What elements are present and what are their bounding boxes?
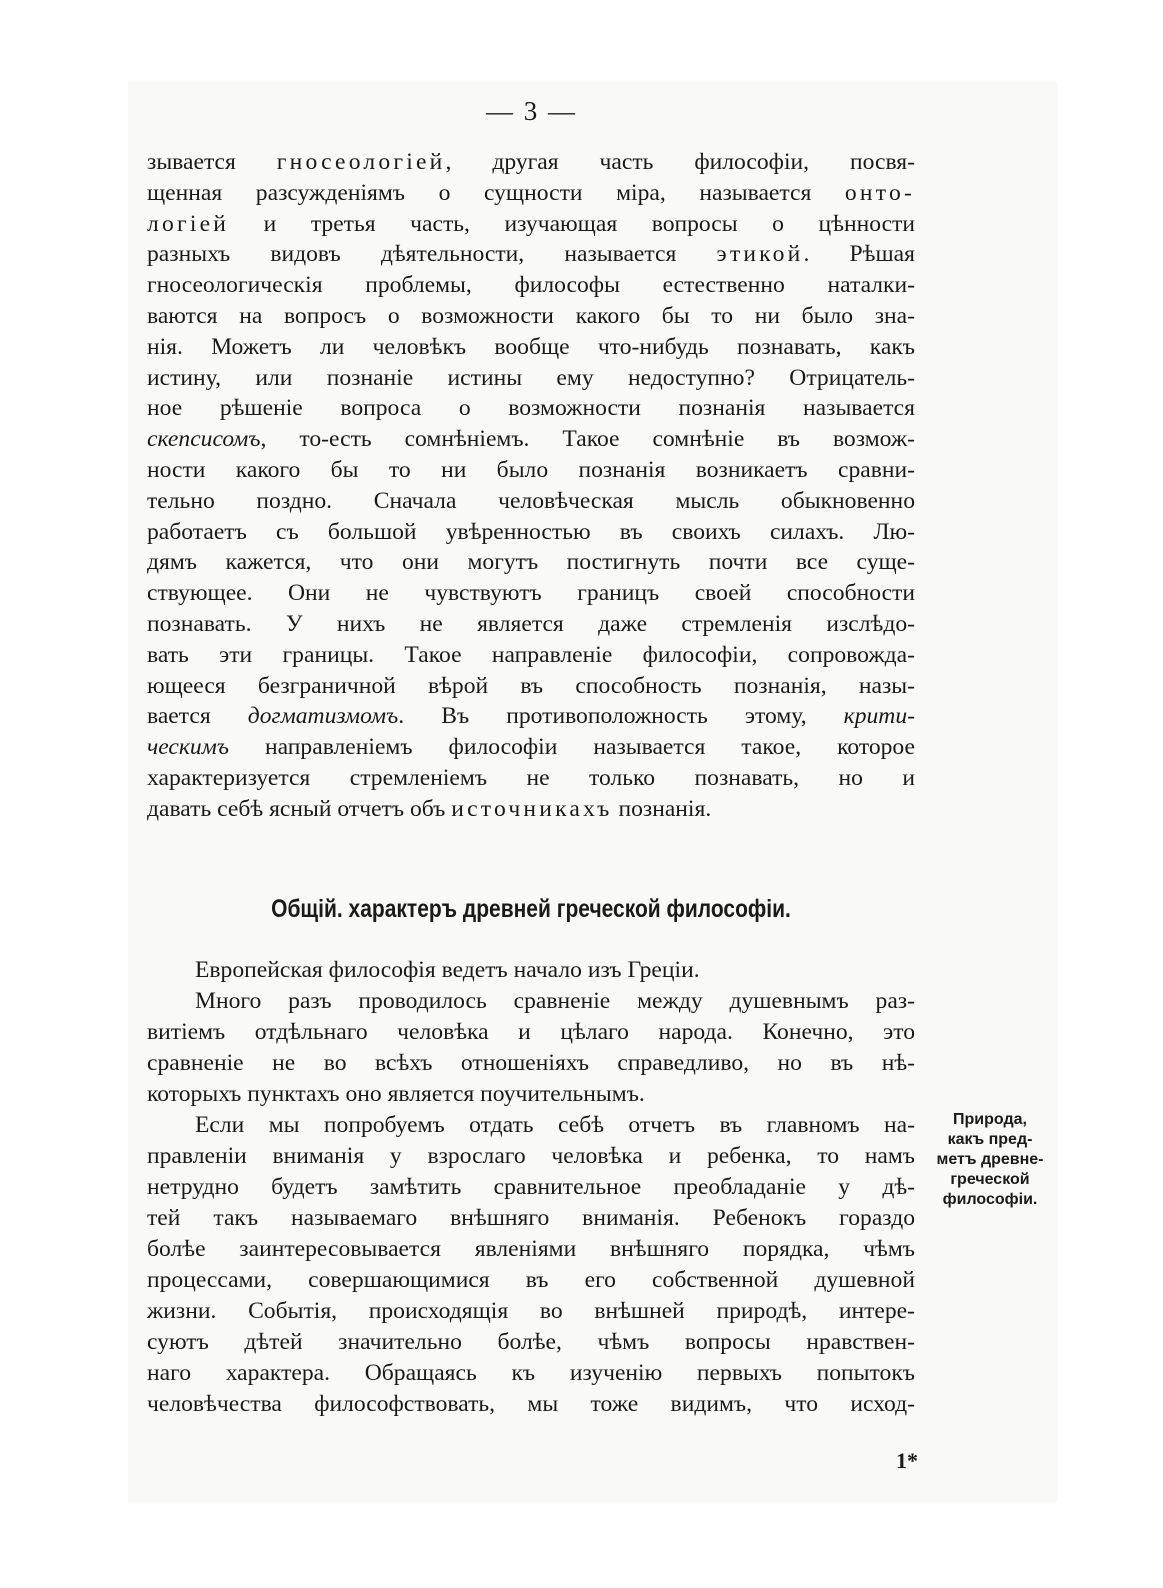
text-line: разныхъ видовъ дѣятельности, называется этикой. Рѣшая (147, 241, 915, 268)
text-line: Европейская философія ведетъ начало изъ Греціи. (195, 957, 700, 983)
text-line: истину, или познаніе истины ему недоступно? Отрицатель- (147, 364, 915, 391)
text-line: правленіи вниманія у взрослаго человѣка и ребенка, то намъ (147, 1143, 915, 1169)
text-line: сравненіе не во всѣхъ отношеніяхъ справедливо, но въ нѣ- (147, 1050, 915, 1076)
margin-note-line: греческой (950, 1171, 1030, 1188)
text-line: ности какого бы то ни было познанія возникаетъ сравни- (147, 456, 915, 483)
text-line: тельно поздно. Сначала человѣческая мысль обыкновенно (147, 487, 915, 514)
text-line: процессами, совершающимися въ его собственной душевной (147, 1267, 915, 1293)
text-line: гносеологическія проблемы, философы естественно наталки- (147, 272, 915, 299)
text-line: нія. Можетъ ли человѣкъ вообще что-нибудь познавать, какъ (147, 333, 915, 360)
text-line: логіей и третья часть, изучающая вопросы о цѣнности (147, 210, 915, 237)
margin-note-line: какъ пред- (947, 1131, 1033, 1148)
text-line: нетрудно будетъ замѣтить сравнительное преобладаніе у дѣ- (147, 1174, 915, 1200)
text-line: наго характера. Обращаясь къ изученію первыхъ попытокъ (147, 1360, 915, 1386)
text-line: вается догматизмомъ. Въ противоположность этому, крити- (147, 703, 915, 730)
margin-note (920, 1110, 1060, 1210)
text-line: Много разъ проводилось сравненіе между душевнымъ раз- (195, 988, 915, 1014)
text-line: скепсисомъ, то-есть сомнѣніемъ. Такое сомнѣніе въ возмож- (147, 426, 915, 453)
margin-note-line: метъ древне- (936, 1151, 1044, 1168)
paragraph-greek-philosophy (147, 955, 915, 1420)
signature-mark: 1* (896, 1448, 918, 1473)
text-line: витіемъ отдѣльнаго человѣка и цѣлаго народа. Конечно, это (147, 1019, 915, 1045)
margin-note-line: философіи. (942, 1191, 1038, 1208)
text-line: щенная разсужденіямъ о сущности міра, называется онто- (147, 179, 915, 206)
text-line: вать эти границы. Такое направленіе философіи, сопровожда- (147, 641, 915, 668)
paragraph-epistemology (147, 147, 915, 825)
text-line: познавать. У нихъ не является даже стремленія изслѣдо- (147, 610, 915, 637)
text-line: ваются на вопросъ о возможности какого бы то ни было зна- (147, 302, 915, 329)
text-line: Если мы попробуемъ отдать себѣ отчетъ въ главномъ на- (195, 1112, 915, 1138)
text-line: ное рѣшеніе вопроса о возможности познанія называется (147, 395, 915, 422)
text-line: работаетъ съ большой увѣренностью въ своихъ силахъ. Лю- (147, 518, 915, 545)
text-line: характеризуется стремленіемъ не только познавать, но и (147, 764, 915, 791)
page-number: — 3 — (486, 96, 577, 126)
text-line: ющееся безграничной вѣрой въ способность познанія, назы- (147, 672, 915, 699)
text-line: ствующее. Они не чувствуютъ границъ своей способности (147, 580, 915, 607)
text-line: дямъ кажется, что они могутъ постигнуть почти все суще- (147, 549, 915, 576)
text-line: давать себѣ ясный отчетъ объ источникахъ познанія. (147, 795, 712, 822)
margin-note-line: Природа, (953, 1111, 1027, 1128)
text-line: зывается гносеологіей, другая часть философіи, посвя- (147, 149, 915, 175)
text-line: болѣе заинтересовывается явленіями внѣшняго порядка, чѣмъ (147, 1236, 915, 1262)
text-line: жизни. Событія, происходящія во внѣшней природѣ, интере- (147, 1298, 915, 1324)
text-line: тей такъ называемаго внѣшняго вниманія. Ребенокъ гораздо (147, 1205, 915, 1231)
text-line: суютъ дѣтей значительно болѣе, чѣмъ вопросы нравствен- (147, 1329, 915, 1355)
text-line: которыхъ пунктахъ оно является поучительнымъ. (147, 1081, 645, 1107)
text-line: человѣчества философствовать, мы тоже видимъ, что исход- (147, 1391, 915, 1417)
section-heading: Общій. характеръ древней греческой философіи. (271, 895, 791, 923)
text-line: ческимъ направленіемъ философіи называется такое, которое (147, 734, 915, 761)
